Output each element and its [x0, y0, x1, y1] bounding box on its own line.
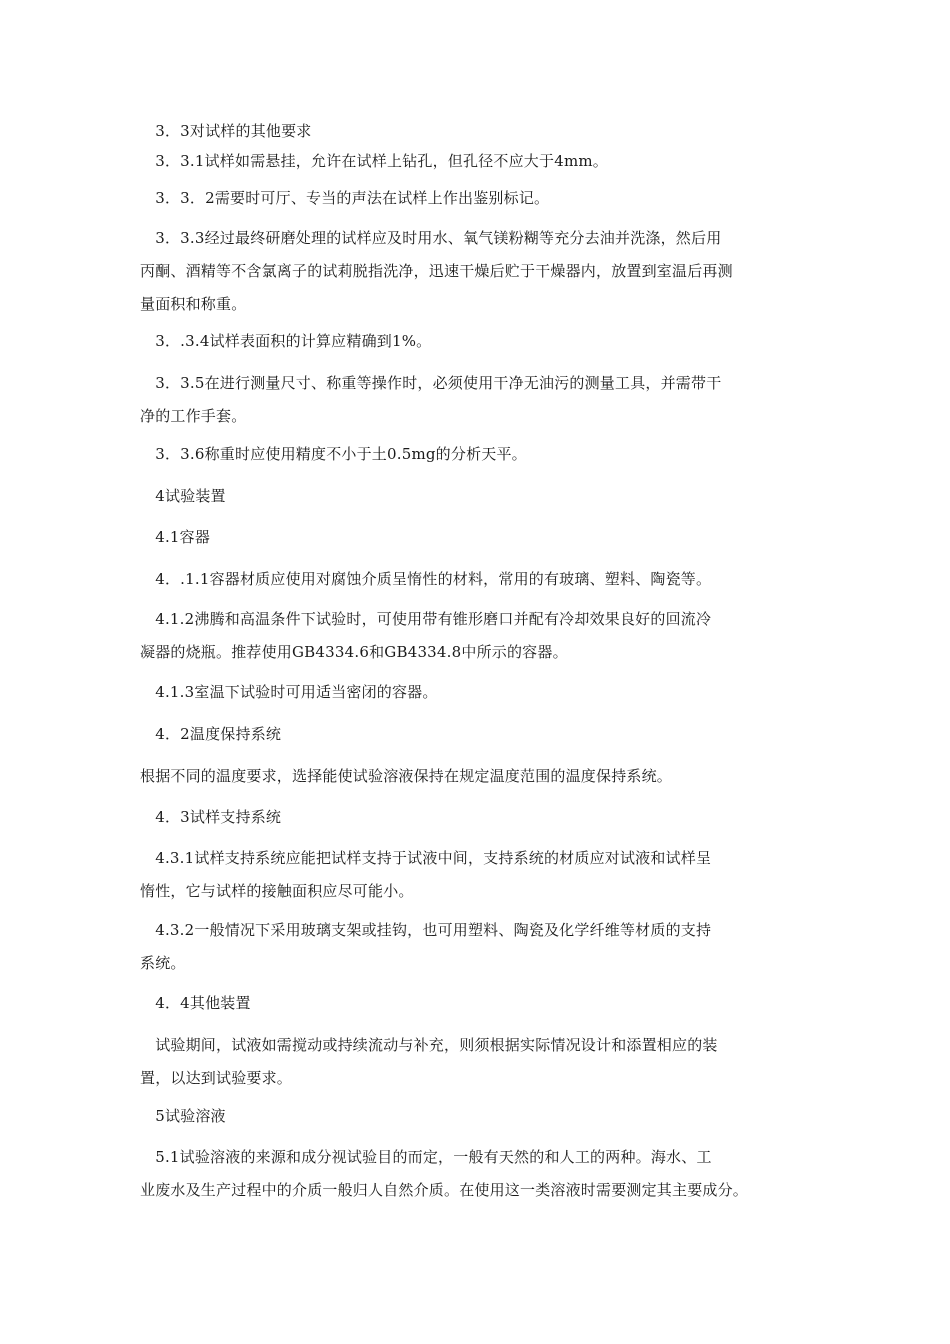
paragraph-4-4-body: [140, 1029, 820, 1095]
paragraph-4-3: [140, 801, 820, 834]
text-line: 4．3试样支持系统: [140, 808, 282, 826]
text-line: 丙酮、酒精等不含氯离子的试莉脱指洗净，迅速干燥后贮于干燥器内，放置到室温后再测: [140, 262, 733, 280]
text-line: 凝器的烧瓶。推荐使用GB4334.6和GB4334.8中所示的容器。: [140, 643, 568, 661]
paragraph-3-3-2: [140, 182, 820, 215]
text-line: 业废水及生产过程中的介质一般归人自然介质。在使用这一类溶液时需要测定其主要成分。: [140, 1181, 749, 1199]
text-line: 4.1.3室温下试验时可用适当密闭的容器。: [140, 683, 438, 701]
paragraph-4-3-1: [140, 842, 820, 908]
section-heading-5: [140, 1100, 820, 1133]
paragraph-3-3-4: [140, 325, 820, 358]
paragraph-3-3-3: [140, 222, 820, 321]
section-heading-4: [140, 480, 820, 513]
text-line: 量面积和称重。: [140, 295, 247, 313]
text-line: 4．2温度保持系统: [140, 725, 282, 743]
text-line: 4.3.2一般情况下采用玻璃支架或挂钩，也可用塑料、陶瓷及化学纤维等材质的支持: [140, 921, 712, 939]
paragraph-4-2-body: [140, 760, 820, 793]
text-line: 3．3.3经过最终研磨处理的试样应及时用水、氧气镁粉糊等充分去油并洗涤，然后用: [140, 229, 722, 247]
paragraph-3-3: [140, 115, 820, 148]
paragraph-4-1-1: [140, 563, 820, 596]
text-line: 3．3.6称重时应使用精度不小于土0.5mg的分析天平。: [140, 445, 527, 463]
text-line: 置，以达到试验要求。: [140, 1069, 293, 1087]
text-line: 试验期间，试液如需搅动或持续流动与补充，则须根据实际情况设计和添置相应的装: [140, 1036, 718, 1054]
text-line: 3．3对试样的其他要求: [140, 122, 312, 140]
text-line: 4．4其他装置: [140, 994, 251, 1012]
text-line: 3．.3.4试样表面积的计算应精确到1%。: [140, 332, 432, 350]
paragraph-4-4: [140, 987, 820, 1020]
text-line: 系统。: [140, 954, 186, 972]
text-line: 5试验溶液: [140, 1107, 226, 1125]
text-line: 4试验装置: [140, 487, 226, 505]
text-line: 4．.1.1容器材质应使用对腐蚀介质呈惰性的材料，常用的有玻璃、塑料、陶瓷等。: [140, 570, 712, 588]
paragraph-4-1-3: [140, 676, 820, 709]
text-line: 4.3.1试样支持系统应能把试样支持于试液中间，支持系统的材质应对试液和试样呈: [140, 849, 712, 867]
text-line: 4.1容器: [140, 528, 211, 546]
paragraph-5-1: [140, 1141, 820, 1207]
text-line: 3．3．2需要时可厅、专当的声法在试样上作出鉴别标记。: [140, 189, 550, 207]
text-line: 5.1试验溶液的来源和成分视试验目的而定，一般有天然的和人工的两种。海水、工: [140, 1148, 712, 1166]
text-line: 惰性，它与试样的接触面积应尽可能小。: [140, 882, 414, 900]
text-line: 3．3.1试样如需悬挂，允许在试样上钻孔，但孔径不应大于4mm。: [140, 152, 608, 170]
paragraph-3-3-6: [140, 438, 820, 471]
paragraph-3-3-5: [140, 367, 820, 433]
paragraph-4-1-2: [140, 603, 820, 669]
text-line: 净的工作手套。: [140, 407, 247, 425]
text-line: 根据不同的温度要求，选择能使试验溶液保持在规定温度范围的温度保持系统。: [140, 767, 673, 785]
text-line: 4.1.2沸腾和高温条件下试验时，可使用带有锥形磨口并配有冷却效果良好的回流冷: [140, 610, 712, 628]
paragraph-4-3-2: [140, 914, 820, 980]
text-line: 3．3.5在进行测量尺寸、称重等操作时，必须使用干净无油污的测量工具，并需带干: [140, 374, 722, 392]
paragraph-4-2: [140, 718, 820, 751]
paragraph-3-3-1: [140, 145, 820, 178]
paragraph-4-1: [140, 521, 820, 554]
